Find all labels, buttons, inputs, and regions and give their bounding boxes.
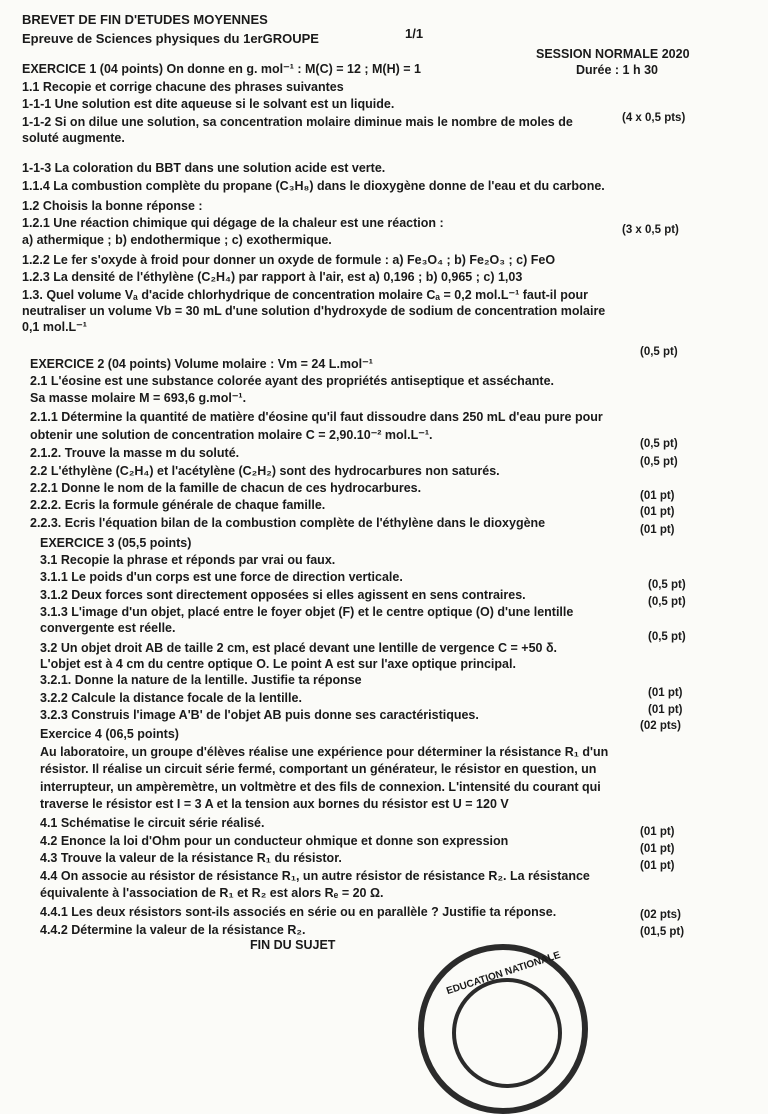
points-value: (01 pt) bbox=[640, 506, 675, 518]
exam-line: 3.2.1. Donne la nature de la lentille. Justifie ta réponse bbox=[40, 673, 362, 687]
stamp-text: EDUCATION NATIONALE bbox=[445, 949, 562, 998]
exam-subtitle: Epreuve de Sciences physiques du 1erGROUPE bbox=[22, 31, 319, 46]
points-value: (02 pts) bbox=[640, 909, 681, 921]
exam-line: 2.1 L'éosine est une substance colorée ayant des propriétés antiseptique et asséchante. bbox=[30, 374, 554, 388]
exam-line: neutraliser un volume Vb = 30 mL d'une solution d'hydroxyde de sodium de concentration molaire bbox=[22, 304, 606, 318]
points-value: (01,5 pt) bbox=[640, 926, 685, 938]
points-value: (0,5 pt) bbox=[648, 631, 686, 643]
exam-line: EXERCICE 1 (04 points) On donne en g. mol⁻¹ : M(C) = 12 ; M(H) = 1 bbox=[22, 62, 421, 76]
exam-line: 2.2 L'éthylène (C₂H₄) et l'acétylène (C₂H₂) sont des hydrocarbures non saturés. bbox=[30, 464, 500, 478]
exam-line: EXERCICE 3 (05,5 points) bbox=[40, 536, 192, 550]
points-value: (3 x 0,5 pt) bbox=[622, 224, 679, 236]
points-value: (01 pt) bbox=[648, 687, 683, 699]
exam-line: FIN DU SUJET bbox=[250, 938, 336, 952]
exam-line: 1.2.3 La densité de l'éthylène (C₂H₄) par rapport à l'air, est a) 0,196 ; b) 0,965 ; c) 1,03 bbox=[22, 270, 523, 284]
exam-line: 1-1-3 La coloration du BBT dans une solution acide est verte. bbox=[22, 161, 386, 175]
exam-line: 4.4.2 Détermine la valeur de la résistance R₂. bbox=[40, 923, 306, 937]
exam-line: 4.4 On associe au résistor de résistance R₁, un autre résistor de résistance R₂. La résistance bbox=[40, 869, 590, 883]
exam-line: 4.2 Enonce la loi d'Ohm pour un conducteur ohmique et donne son expression bbox=[40, 834, 509, 848]
points-value: (0,5 pt) bbox=[648, 596, 686, 608]
points-value: (0,5 pt) bbox=[640, 438, 678, 450]
exam-line: soluté augmente. bbox=[22, 131, 125, 145]
points-value: (01 pt) bbox=[640, 524, 675, 536]
exam-line: 3.2 Un objet droit AB de taille 2 cm, est placé devant une lentille de vergence C = +50 δ. bbox=[40, 641, 558, 655]
points-value: (01 pt) bbox=[640, 826, 675, 838]
exam-line: 2.2.1 Donne le nom de la famille de chacun de ces hydrocarbures. bbox=[30, 481, 422, 495]
points-value: (01 pt) bbox=[640, 843, 675, 855]
exam-line: 3.1 Recopie la phrase et réponds par vrai ou faux. bbox=[40, 553, 336, 567]
exam-line: 2.2.3. Ecris l'équation bilan de la combustion complète de l'éthylène dans le dioxygène bbox=[30, 516, 546, 530]
exam-line: EXERCICE 2 (04 points) Volume molaire : Vm = 24 L.mol⁻¹ bbox=[30, 357, 373, 371]
points-value: (0,5 pt) bbox=[640, 456, 678, 468]
exam-line: 1.2.1 Une réaction chimique qui dégage de la chaleur est une réaction : bbox=[22, 216, 444, 230]
exam-line: 0,1 mol.L⁻¹ bbox=[22, 320, 87, 334]
exam-line: 2.1.1 Détermine la quantité de matière d'éosine qu'il faut dissoudre dans 250 mL d'eau pure pour bbox=[30, 410, 603, 424]
exam-line: convergente est réelle. bbox=[40, 621, 176, 635]
exam-line: 4.1 Schématise le circuit série réalisé. bbox=[40, 816, 265, 830]
points-value: (01 pt) bbox=[648, 704, 683, 716]
exam-line: 1.2.2 Le fer s'oxyde à froid pour donner un oxyde de formule : a) Fe₃O₄ ; b) Fe₂O₃ ; c) FeO bbox=[22, 253, 556, 267]
points-value: (02 pts) bbox=[640, 720, 681, 732]
exam-line: 1.2 Choisis la bonne réponse : bbox=[22, 199, 203, 213]
points-value: (0,5 pt) bbox=[640, 346, 678, 358]
exam-title: BREVET DE FIN D'ETUDES MOYENNES bbox=[22, 12, 268, 27]
exam-line: 2.1.2. Trouve la masse m du soluté. bbox=[30, 446, 240, 460]
points-value: (0,5 pt) bbox=[648, 579, 686, 591]
exam-line: 1-1-1 Une solution est dite aqueuse si le solvant est un liquide. bbox=[22, 97, 395, 111]
exam-line: équivalente à l'association de R₁ et R₂ est alors Rₑ = 20 Ω. bbox=[40, 886, 384, 900]
exam-line: traverse le résistor est I = 3 A et la tension aux bornes du résistor est U = 120 V bbox=[40, 797, 509, 811]
exam-line: 3.2.3 Construis l'image A'B' de l'objet AB puis donne ses caractéristiques. bbox=[40, 708, 479, 722]
exam-line: 4.4.1 Les deux résistors sont-ils associés en série ou en parallèle ? Justifie ta réponse. bbox=[40, 905, 557, 919]
exam-line: Sa masse molaire M = 693,6 g.mol⁻¹. bbox=[30, 391, 247, 405]
exam-line: obtenir une solution de concentration molaire C = 2,90.10⁻² mol.L⁻¹. bbox=[30, 428, 433, 442]
exam-line: 1.1.4 La combustion complète du propane (C₃H₈) dans le dioxygène donne de l'eau et du carbone. bbox=[22, 179, 605, 193]
exam-line: 1.1 Recopie et corrige chacune des phrases suivantes bbox=[22, 80, 344, 94]
exam-line: 2.2.2. Ecris la formule générale de chaque famille. bbox=[30, 498, 326, 512]
session-label: SESSION NORMALE 2020 bbox=[536, 47, 690, 61]
official-stamp bbox=[418, 944, 588, 1114]
exam-line: interrupteur, un ampèremètre, un voltmètre et des fils de connexion. L'intensité du courant qui bbox=[40, 780, 601, 794]
exam-line: résistor. Il réalise un circuit série fermé, comportant un générateur, le résistor en question, un bbox=[40, 762, 597, 776]
exam-line: L'objet est à 4 cm du centre optique O. Le point A est sur l'axe optique principal. bbox=[40, 657, 516, 671]
duration-label: Durée : 1 h 30 bbox=[576, 63, 658, 77]
points-value: (01 pt) bbox=[640, 490, 675, 502]
exam-line: 1.3. Quel volume Vₐ d'acide chlorhydrique de concentration molaire Cₐ = 0,2 mol.L⁻¹ faut-il pour bbox=[22, 288, 588, 302]
exam-line: Exercice 4 (06,5 points) bbox=[40, 727, 179, 741]
exam-line: 3.1.3 L'image d'un objet, placé entre le foyer objet (F) et le centre optique (O) d'une lentille bbox=[40, 605, 574, 619]
exam-line: 3.2.2 Calcule la distance focale de la lentille. bbox=[40, 691, 302, 705]
exam-line: a) athermique ; b) endothermique ; c) exothermique. bbox=[22, 233, 332, 247]
points-value: (4 x 0,5 pts) bbox=[622, 112, 686, 124]
points-value: (01 pt) bbox=[640, 860, 675, 872]
exam-line: 3.1.2 Deux forces sont directement opposées si elles agissent en sens contraires. bbox=[40, 588, 526, 602]
exam-line: Au laboratoire, un groupe d'élèves réalise une expérience pour déterminer la résistance R₁ d'un bbox=[40, 745, 609, 759]
exam-line: 4.3 Trouve la valeur de la résistance R₁ du résistor. bbox=[40, 851, 342, 865]
exam-line: 1-1-2 Si on dilue une solution, sa concentration molaire diminue mais le nombre de moles de bbox=[22, 115, 573, 129]
exam-line: 3.1.1 Le poids d'un corps est une force de direction verticale. bbox=[40, 570, 403, 584]
stamp-inner-ring bbox=[452, 978, 562, 1088]
page-number: 1/1 bbox=[405, 26, 424, 41]
